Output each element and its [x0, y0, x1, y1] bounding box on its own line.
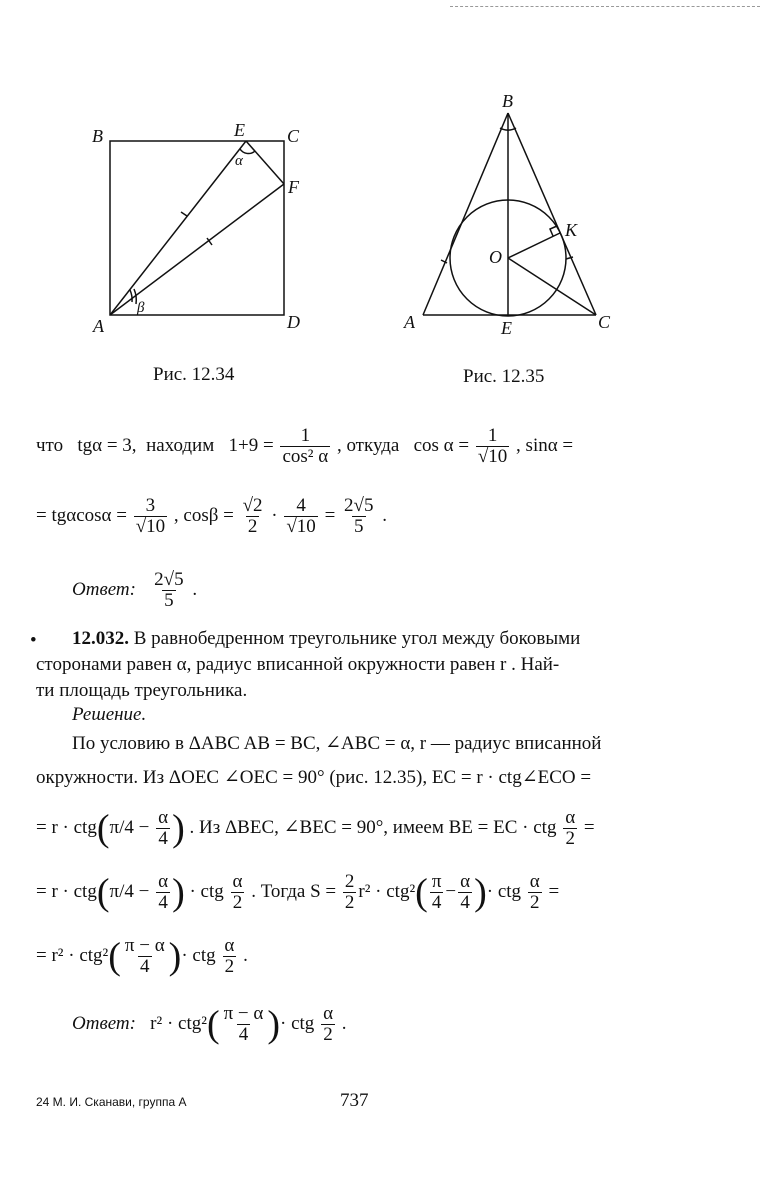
- denominator: √10: [477, 445, 508, 467]
- denominator: 2: [530, 891, 540, 913]
- label-d-left: D: [287, 312, 300, 332]
- formula: = tgαcosα =: [36, 504, 127, 526]
- numerator: α: [529, 871, 540, 892]
- fraction: [231, 872, 245, 913]
- formula: =: [583, 816, 595, 838]
- label-c-right: C: [598, 312, 611, 332]
- figure-12-35-labels: [403, 91, 611, 338]
- formula: = r² · ctg²: [36, 944, 109, 966]
- formula: π/4 −: [109, 880, 150, 902]
- formula: tgα = 3,: [77, 434, 137, 456]
- numerator: α: [323, 1003, 334, 1024]
- denominator: 5: [354, 515, 364, 537]
- numerator: π − α: [223, 1003, 264, 1024]
- formula: .: [382, 504, 387, 526]
- formula: · ctg: [181, 944, 216, 966]
- page-number: 737: [340, 1090, 369, 1111]
- denominator: 2: [323, 1023, 333, 1045]
- formula: . Из ΔBEC, ∠BEC = 90°, имеем BE = EC · ctg: [189, 816, 557, 838]
- numerator: α: [460, 871, 471, 892]
- numerator: α: [565, 807, 576, 828]
- problem-number: 12.032.: [72, 628, 129, 649]
- numerator: √2: [242, 495, 263, 516]
- formula: =: [548, 880, 560, 902]
- numerator: 3: [145, 495, 156, 516]
- figure-12-34: [110, 141, 284, 315]
- numerator: 1: [487, 425, 498, 446]
- formula: cos α =: [413, 434, 470, 456]
- figure-12-34-labels: [92, 120, 300, 336]
- denominator: 2: [247, 515, 258, 537]
- fraction: [528, 872, 542, 913]
- fraction: [156, 872, 170, 913]
- solution-line-5: [36, 936, 248, 977]
- paren: ): [168, 935, 182, 978]
- fraction: [222, 936, 236, 977]
- formula: = r · ctg: [36, 816, 97, 838]
- answer-label: Ответ:: [72, 578, 136, 600]
- fraction: [458, 872, 472, 913]
- denominator: 2: [344, 891, 355, 913]
- problem-bullet: •: [30, 630, 37, 651]
- denominator: 4: [140, 955, 150, 977]
- problem-text: В равнобедренном треугольнике угол между боковыми: [133, 628, 581, 649]
- figure-12-35: [423, 113, 596, 316]
- label-alpha-left: α: [235, 153, 243, 169]
- numerator: 2√5: [154, 569, 184, 590]
- denominator: 5: [164, 589, 174, 611]
- problem-line-1: [72, 628, 580, 650]
- paren: ): [172, 807, 185, 850]
- figures-svg: [0, 0, 778, 400]
- square-abcd: [110, 141, 284, 315]
- label-o-right: O: [489, 247, 502, 267]
- fraction: [222, 1004, 266, 1045]
- denominator: 4: [460, 891, 470, 913]
- formula: . Тогда S =: [251, 880, 337, 902]
- label-e-left: E: [234, 120, 245, 140]
- solution-line-2: окружности. Из ΔOEC ∠OEC = 90° (рис. 12.35), EC = r · ctg∠ECO =: [36, 767, 592, 788]
- paren: (: [108, 935, 121, 978]
- denominator: √10: [135, 515, 166, 537]
- radius-ok: [508, 233, 560, 258]
- fraction: [280, 426, 330, 467]
- fraction: [321, 1004, 335, 1045]
- footer-signature: 24 М. И. Сканави, группа А: [36, 1095, 187, 1109]
- fraction: [430, 872, 444, 913]
- label-beta-left: β: [137, 300, 145, 316]
- answer-label: Ответ:: [72, 1012, 136, 1034]
- paren: ): [267, 1003, 281, 1046]
- formula: , sinα =: [516, 434, 574, 456]
- fraction: [284, 496, 317, 537]
- paren: ): [474, 871, 487, 914]
- paren: (: [206, 1003, 220, 1046]
- text: , откуда: [336, 434, 400, 456]
- caption-fig-12-34: Рис. 12.34: [153, 364, 235, 385]
- side-bc: [508, 113, 596, 315]
- solution-line-3: [36, 808, 595, 849]
- formula: · ctg: [280, 1012, 315, 1034]
- formula: .: [341, 1012, 347, 1034]
- numerator: α: [232, 871, 243, 892]
- numerator: 2√5: [344, 495, 374, 516]
- numerator: 1: [300, 425, 311, 446]
- fraction: [156, 808, 170, 849]
- denominator: 2: [232, 891, 243, 913]
- label-c-left: C: [287, 126, 300, 146]
- denominator: 4: [158, 827, 168, 849]
- numerator: α: [158, 807, 169, 828]
- fraction: [134, 496, 167, 537]
- problem-line-2: сторонами равен α, радиус вписанной окружности равен r . Най-: [36, 654, 560, 675]
- solution-line-4: [36, 872, 559, 913]
- caption-fig-12-35: Рис. 12.35: [463, 366, 545, 387]
- denominator: 2: [565, 827, 575, 849]
- formula: · ctg: [486, 880, 522, 902]
- formula: r² · ctg²: [358, 880, 416, 902]
- formula: .: [192, 578, 198, 600]
- solution-label: Решение.: [72, 704, 147, 725]
- paren: (: [96, 871, 110, 914]
- formula: · ctg: [189, 880, 224, 902]
- label-a-right: A: [404, 312, 415, 332]
- formula: .: [243, 944, 248, 966]
- denominator: 2: [224, 955, 235, 977]
- tick-ae: [181, 212, 187, 216]
- formula: ·: [271, 504, 278, 526]
- side-ab: [423, 113, 508, 315]
- formula: =: [324, 504, 336, 526]
- numerator: 4: [296, 495, 306, 516]
- paren: (: [415, 871, 428, 914]
- numerator: π: [431, 871, 442, 892]
- label-f-left: F: [288, 177, 299, 197]
- label-b-right: B: [502, 91, 513, 111]
- formula: = r · ctg: [36, 880, 97, 902]
- formula-line-2: [36, 496, 387, 537]
- label-k-right: K: [565, 220, 578, 240]
- fraction: [343, 872, 357, 913]
- formula: −: [445, 880, 457, 902]
- paren: (: [96, 807, 110, 850]
- numerator: α: [224, 935, 235, 956]
- solution-line-1: По условию в ΔABC AB = BC, ∠ABC = α, r — радиус вписанной: [72, 733, 602, 754]
- denominator: 4: [238, 1023, 249, 1045]
- denominator: cos² α: [282, 445, 329, 467]
- formula: , cosβ =: [173, 504, 234, 526]
- denominator: √10: [286, 515, 316, 537]
- problem-line-3: ти площадь треугольника.: [36, 680, 248, 701]
- text: что: [36, 434, 64, 456]
- answer-2: [72, 1004, 347, 1045]
- fraction: [123, 936, 167, 977]
- formula-line-1: [36, 426, 573, 467]
- label-a-left: A: [93, 316, 104, 336]
- formula: 1+9 =: [228, 434, 274, 456]
- fraction: [152, 570, 185, 611]
- label-e-right: E: [501, 318, 512, 338]
- numerator: α: [158, 871, 169, 892]
- formula: π/4 −: [109, 816, 150, 838]
- fraction: [342, 496, 375, 537]
- denominator: 4: [158, 891, 168, 913]
- fraction: [476, 426, 509, 467]
- segment-ef: [246, 141, 284, 184]
- label-b-left: B: [92, 126, 103, 146]
- denominator: 4: [431, 891, 442, 913]
- formula: r² · ctg²: [150, 1012, 207, 1034]
- fraction: [241, 496, 265, 537]
- numerator: 2: [344, 871, 355, 892]
- fraction: [563, 808, 577, 849]
- text: находим: [146, 434, 215, 456]
- numerator: π − α: [124, 935, 165, 956]
- answer-1: [72, 570, 197, 611]
- paren: ): [172, 871, 185, 914]
